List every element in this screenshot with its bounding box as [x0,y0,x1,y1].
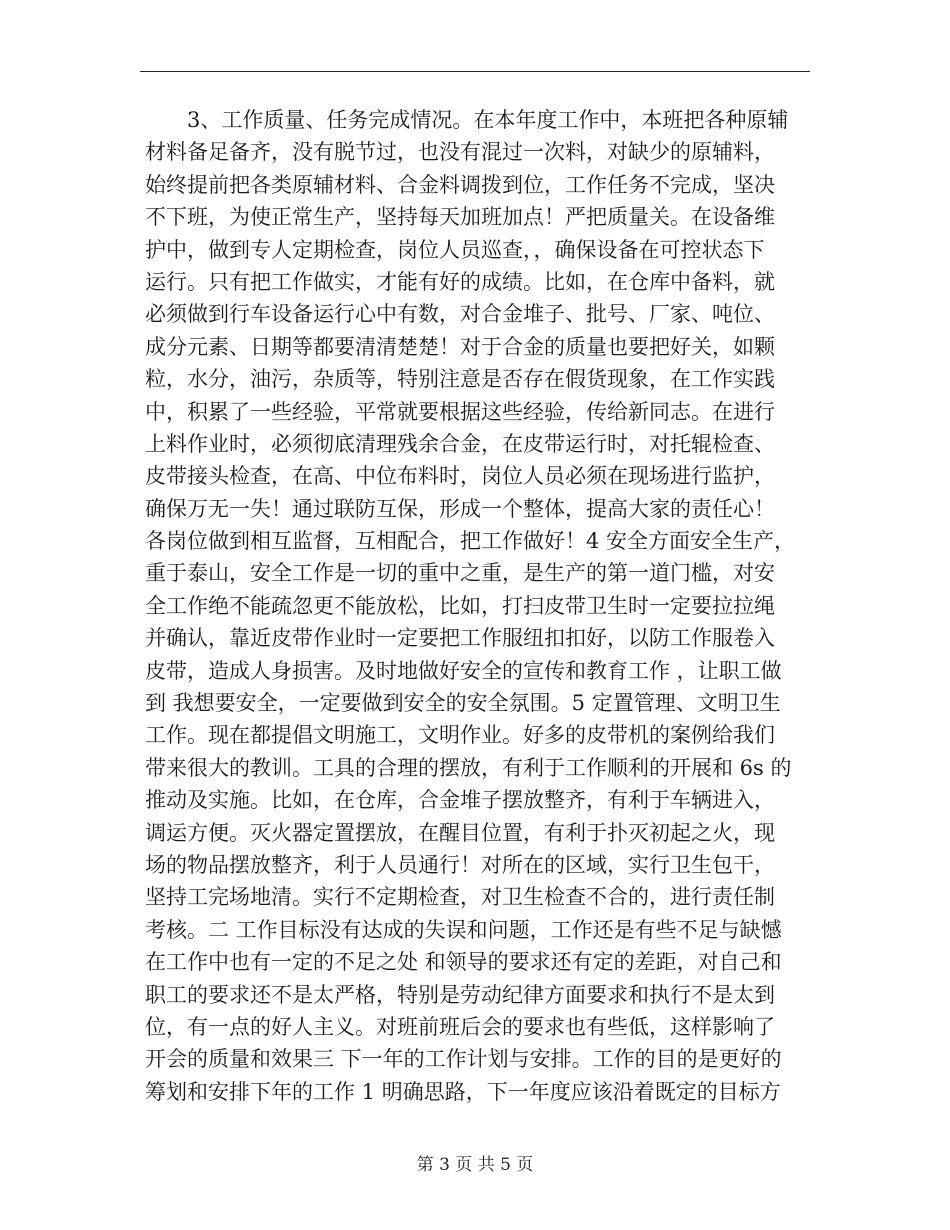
text-line: 带来很大的教训。工具的合理的摆放，有利于工作顺利的开展和 6s 的 [145,755,792,780]
text-line: 运行。只有把工作做实，才能有好的成绩。比如，在仓库中备料，就 [145,269,775,294]
text-line: 推动及实施。比如，在仓库，合金堆子摆放整齐，有利于车辆进入， [145,788,775,813]
text-line: 皮带，造成人身损害。及时地做好安全的宣传和教育工作 ，让职工做 [145,658,782,683]
text-line: 确保万无一失！通过联防互保，形成一个整体，提高大家的责任心！ [145,496,775,521]
text-line: 不下班，为使正常生产，坚持每天加班加点！严把质量关。在设备维 [145,205,775,230]
text-line: 粒，水分，油污，杂质等，特别注意是否存在假货现象，在工作实践 [145,367,775,392]
text-line: 护中，做到专人定期检查，岗位人员巡查，，确保设备在可控状态下 [145,237,765,262]
text-line: 上料作业时，必须彻底清理残余合金，在皮带运行时，对托辊检查、 [145,431,775,456]
text-line: 皮带接头检查，在高、中位布料时，岗位人员必须在现场进行监护， [145,464,775,489]
text-line: 始终提前把各类原辅材料、合金料调拨到位，工作任务不完成，坚决 [145,172,775,197]
body-text [145,104,809,1108]
text-line: 工作。现在都提倡文明施工，文明作业。好多的皮带机的案例给我们 [145,723,775,748]
text-line: 必须做到行车设备运行心中有数，对合金堆子、批号、厂家、吨位、 [145,302,775,327]
text-line: 各岗位做到相互监督，互相配合，把工作做好！4 安全方面安全生产， [145,529,796,554]
text-line: 调运方便。灭火器定置摆放，在醒目位置，有利于扑灭初起之火，现 [145,820,775,845]
text-line: 在工作中也有一定的不足之处 和领导的要求还有定的差距，对自己和 [145,950,782,975]
text-line: 场的物品摆放整齐，利于人员通行！对所在的区域，实行卫生包干， [145,852,775,877]
text-line: 重于泰山，安全工作是一切的重中之重，是生产的第一道门槛，对安 [145,561,775,586]
text-line: 位，有一点的好人主义。对班前班后会的要求也有些低，这样影响了 [145,1014,775,1039]
text-line: 全工作绝不能疏忽更不能放松，比如，打扫皮带卫生时一定要拉拉绳 [145,593,775,618]
text-line: 坚持工完场地清。实行不定期检查，对卫生检查不合的，进行责任制 [145,885,775,910]
text-line: 筹划和安排下年的工作 1 明确思路，下一年度应该沿着既定的目标方 [145,1079,781,1104]
text-line: 职工的要求还不是太严格，特别是劳动纪律方面要求和执行不是太到 [145,982,775,1007]
text-line: 3、工作质量、任务完成情况。在本年度工作中，本班把各种原辅 [187,108,789,132]
text-line: 材料备足备齐，没有脱节过，也没有混过一次料，对缺少的原辅料， [145,140,775,165]
text-line: 到 我想要安全，一定要做到安全的安全氛围。5 定置管理、文明卫生 [145,691,781,716]
text-line: 考核。二 工作目标没有达成的失误和问题，工作还是有些不足与缺憾 [145,917,782,942]
text-line: 并确认，靠近皮带作业时一定要把工作服纽扣扣好，以防工作服卷入 [145,626,775,651]
header-rule [140,71,810,72]
text-line: 成分元素、日期等都要清清楚楚！对于合金的质量也要把好关，如颗 [145,334,775,359]
text-line: 开会的质量和效果三 下一年的工作计划与安排。工作的目的是更好的 [145,1047,782,1072]
page-number: 第 3 页 共 5 页 [416,1155,534,1175]
text-line: 中，积累了一些经验，平常就要根据这些经验，传给新同志。在进行 [145,399,775,424]
